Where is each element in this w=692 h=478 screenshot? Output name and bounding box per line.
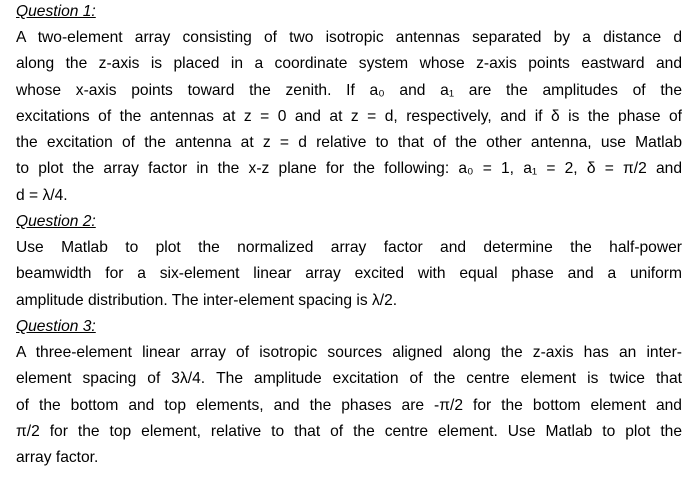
question-2-line: amplitude distribution. The inter-element spacing is λ/2.	[16, 291, 398, 309]
question-3-heading: Question 3:	[16, 317, 96, 335]
question-3-line: array factor.	[16, 449, 99, 467]
question-1-line: to plot the array factor in the x-z plane for the following: a₀ = 1, a₁ = 2, δ = π/2 and	[16, 160, 682, 178]
question-1-line: whose x-axis points toward the zenith. If a₀ and a₁ are the amplitudes of the	[16, 81, 682, 99]
question-2-line: beamwidth for a six-element linear array excited with equal phase and a uniform	[16, 265, 682, 283]
question-1-line: d = λ/4.	[16, 186, 68, 204]
question-2-line: Use Matlab to plot the normalized array factor and determine the half-power	[16, 239, 682, 257]
question-2-body	[16, 235, 682, 314]
question-3-body	[16, 340, 682, 471]
question-1-line: along the z-axis is placed in a coordinate system whose z-axis points eastward and	[16, 55, 682, 73]
question-3-line: of the bottom and top elements, and the phases are -π/2 for the bottom element and	[16, 396, 682, 414]
question-3-line: A three-element linear array of isotropic sources aligned along the z-axis has an inter-	[16, 343, 682, 361]
question-1-body	[16, 25, 682, 209]
question-3-line: element spacing of 3λ/4. The amplitude excitation of the centre element is twice that	[16, 370, 682, 388]
question-1-line: the excitation of the antenna at z = d relative to that of the other antenna, use Matlab	[16, 134, 682, 152]
question-1-line: A two-element array consisting of two isotropic antennas separated by a distance d	[16, 29, 682, 46]
question-3-line: π/2 for the top element, relative to that of the centre element. Use Matlab to plot the	[16, 422, 682, 440]
question-2-heading: Question 2:	[16, 213, 96, 231]
question-1-heading: Question 1:	[16, 3, 96, 20]
question-1-line: excitations of the antennas at z = 0 and at z = d, respectively, and if δ is the phase of	[16, 107, 682, 125]
